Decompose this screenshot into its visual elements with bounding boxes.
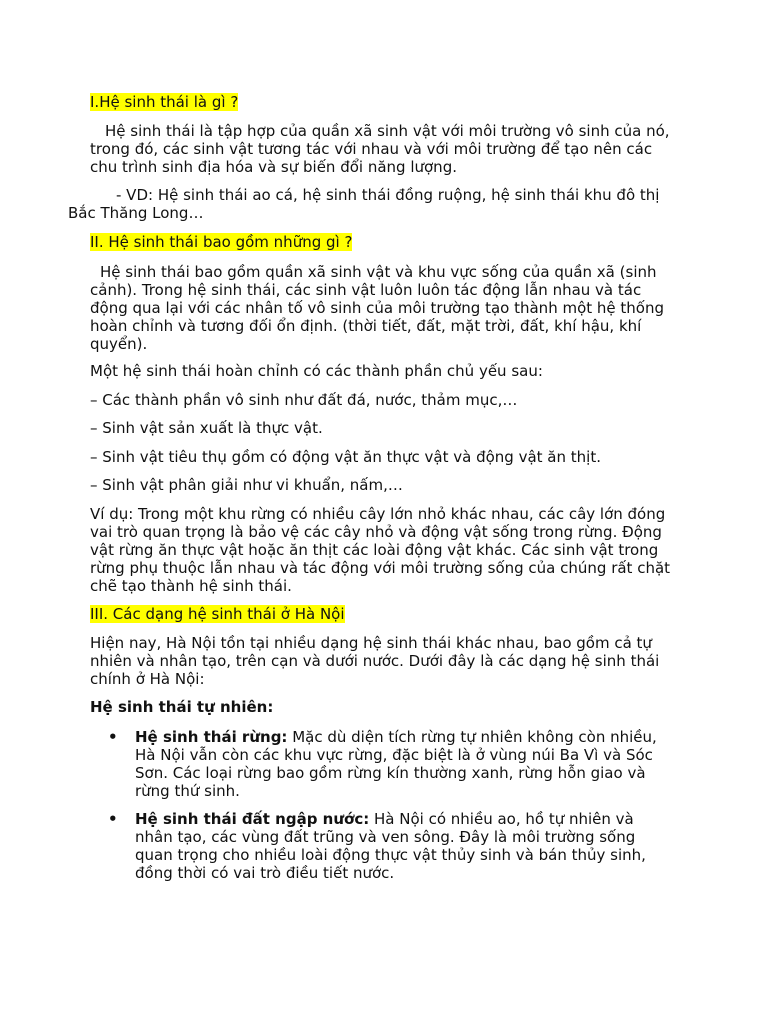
section-2-intro xyxy=(90,263,690,353)
text-line: động qua lại với các nhân tố vô sinh của môi trường tạo thành một hệ thống xyxy=(90,299,664,317)
text-line: Hà Nội vẫn còn các khu vực rừng, đặc biệt là ở vùng núi Ba Vì và Sóc xyxy=(135,746,653,764)
section-1-heading: I.Hệ sinh thái là gì ? xyxy=(90,93,239,111)
text-line: Hệ sinh thái bao gồm quần xã sinh vật và khu vực sống của quần xã (sinh xyxy=(100,263,657,281)
text-line: rừng thứ sinh. xyxy=(135,782,240,800)
component-item: – Các thành phần vô sinh như đất đá, nước, thảm mục,… xyxy=(90,391,518,409)
text-line: Hệ sinh thái là tập hợp của quần xã sinh vật với môi trường vô sinh của nó, xyxy=(105,122,670,140)
text-line: chẽ tạo thành hệ sinh thái. xyxy=(90,577,292,595)
text-line: nhiên và nhân tạo, trên cạn và dưới nước. Dưới đây là các dạng hệ sinh thái xyxy=(90,652,660,670)
component-item: – Sinh vật tiêu thụ gồm có động vật ăn thực vật và động vật ăn thịt. xyxy=(90,448,601,466)
component-item: – Sinh vật sản xuất là thực vật. xyxy=(90,419,323,437)
component-item: – Sinh vật phân giải như vi khuẩn, nấm,… xyxy=(90,476,403,494)
bullet-first-line: Hệ sinh thái đất ngập nước: Hà Nội có nhiều ao, hồ tự nhiên và xyxy=(135,810,634,828)
text-line: quyển). xyxy=(90,335,148,353)
text-line: trong đó, các sinh vật tương tác với nhau và với môi trường để tạo nên các xyxy=(90,140,653,158)
text-line: đồng thời có vai trò điều tiết nước. xyxy=(135,864,395,882)
text-line: hoàn chỉnh và tương đối ổn định. (thời tiết, đất, mặt trời, đất, khí hậu, khí xyxy=(90,317,642,335)
text-line: vật rừng ăn thực vật hoặc ăn thịt các loài động vật khác. Các sinh vật trong xyxy=(90,541,659,559)
bullet-icon: • xyxy=(108,810,118,828)
text-line: chu trình sinh địa hóa và sự biến đổi năng lượng. xyxy=(90,158,457,176)
text-line: - VD: Hệ sinh thái ao cá, hệ sinh thái đồng ruộng, hệ sinh thái khu đô thị xyxy=(116,186,660,204)
natural-ecosystems-title: Hệ sinh thái tự nhiên: xyxy=(90,698,274,716)
section-3-heading: III. Các dạng hệ sinh thái ở Hà Nội xyxy=(90,605,345,623)
list-item xyxy=(90,810,680,882)
bullet-term: Hệ sinh thái đất ngập nước: xyxy=(135,810,370,828)
text-line: vai trò quan trọng là bảo vệ các cây nhỏ và động vật sống trong rừng. Động xyxy=(90,523,662,541)
text-line: nhân tạo, các vùng đất trũng và ven sông. Đây là môi trường sống xyxy=(135,828,636,846)
text-line: Sơn. Các loại rừng bao gồm rừng kín thường xanh, rừng hỗn giao và xyxy=(135,764,646,782)
text-line: Bắc Thăng Long… xyxy=(68,204,204,222)
text-line: Ví dụ: Trong một khu rừng có nhiều cây lớn nhỏ khác nhau, các cây lớn đóng xyxy=(90,505,666,523)
section-1-paragraph xyxy=(90,122,690,176)
text-line: Hiện nay, Hà Nội tồn tại nhiều dạng hệ sinh thái khác nhau, bao gồm cả tự xyxy=(90,634,652,652)
text-line: rừng phụ thuộc lẫn nhau và tác động với môi trường sống của chúng rất chặt xyxy=(90,559,671,577)
section-2-heading: II. Hệ sinh thái bao gồm những gì ? xyxy=(90,233,353,251)
list-item xyxy=(90,728,680,800)
text-line: quan trọng cho nhiều loài động thực vật thủy sinh và bán thủy sinh, xyxy=(135,846,646,864)
bullet-term: Hệ sinh thái rừng: xyxy=(135,728,288,746)
bullet-first-line: Hệ sinh thái rừng: Mặc dù diện tích rừng tự nhiên không còn nhiều, xyxy=(135,728,657,746)
section-3-intro xyxy=(90,634,690,688)
ecosystem-bullet-list xyxy=(90,728,680,882)
bullet-icon: • xyxy=(108,728,118,746)
section-1-example xyxy=(68,186,708,222)
text-line: cảnh). Trong hệ sinh thái, các sinh vật luôn luôn tác động lẫn nhau và tác xyxy=(90,281,642,299)
text-line: chính ở Hà Nội: xyxy=(90,670,205,688)
components-title: Một hệ sinh thái hoàn chỉnh có các thành phần chủ yếu sau: xyxy=(90,362,543,380)
section-2-example xyxy=(90,505,690,595)
